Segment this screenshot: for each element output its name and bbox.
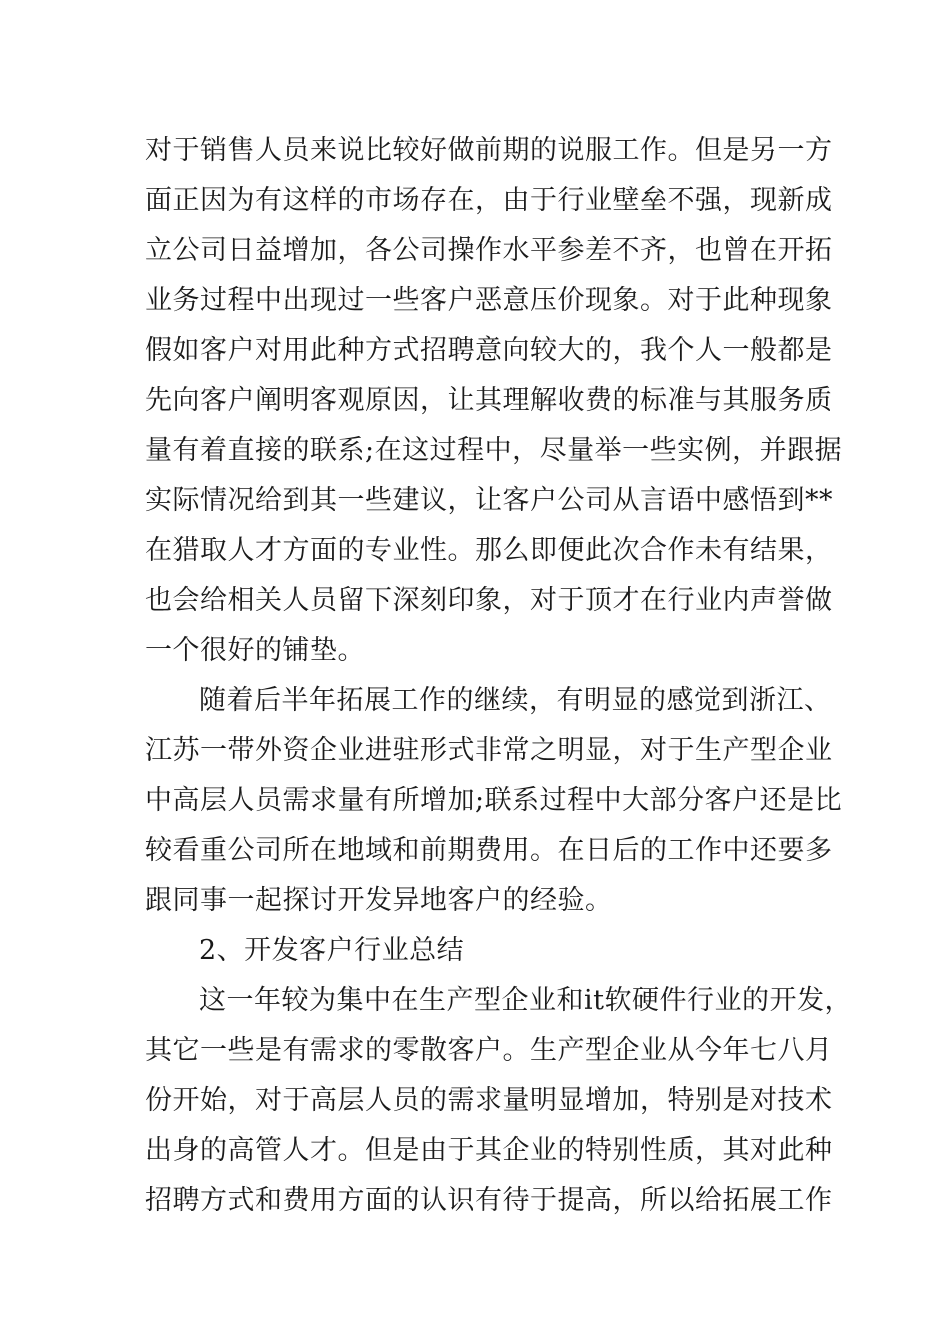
text-line: 先向客户阐明客观原因，让其理解收费的标准与其服务质 <box>145 385 833 416</box>
document-body <box>145 126 852 1226</box>
section-heading-text: 2、开发客户行业总结 <box>199 935 465 966</box>
text-line: 份开始，对于高层人员的需求量明显增加，特别是对技术 <box>145 1085 833 1116</box>
text-line: 招聘方式和费用方面的认识有待于提高，所以给拓展工作 <box>145 1185 833 1216</box>
text-line: 较看重公司所在地域和前期费用。在日后的工作中还要多 <box>145 835 833 866</box>
text-line: 量有着直接的联系;在这过程中，尽量举一些实例，并跟据 <box>145 435 843 466</box>
text-line: 江苏一带外资企业进驻形式非常之明显，对于生产型企业 <box>145 735 833 766</box>
text-line: 业务过程中出现过一些客户恶意压价现象。对于此种现象 <box>145 285 833 316</box>
text-line: 在猎取人才方面的专业性。那么即便此次合作未有结果， <box>145 535 833 566</box>
paragraph-1 <box>145 126 845 676</box>
text-line: 随着后半年拓展工作的继续，有明显的感觉到浙江、 <box>199 685 832 716</box>
text-line: 一个很好的铺垫。 <box>145 635 365 666</box>
text-line: 跟同事一起探讨开发异地客户的经验。 <box>145 885 613 916</box>
text-line: 中高层人员需求量有所增加;联系过程中大部分客户还是比 <box>145 785 843 816</box>
text-line: 立公司日益增加，各公司操作水平参差不齐，也曾在开拓 <box>145 235 833 266</box>
text-line: 这一年较为集中在生产型企业和it软硬件行业的开发， <box>199 985 852 1016</box>
text-line: 对于销售人员来说比较好做前期的说服工作。但是另一方 <box>145 135 833 166</box>
paragraph-2 <box>145 676 845 926</box>
text-line: 假如客户对用此种方式招聘意向较大的，我个人一般都是 <box>145 335 833 366</box>
text-line: 实际情况给到其一些建议，让客户公司从言语中感悟到** <box>145 485 833 516</box>
text-line: 其它一些是有需求的零散客户。生产型企业从今年七八月 <box>145 1035 833 1066</box>
text-line: 出身的高管人才。但是由于其企业的特别性质，其对此种 <box>145 1135 833 1166</box>
paragraph-3 <box>145 976 852 1226</box>
text-line: 也会给相关人员留下深刻印象，对于顶才在行业内声誉做 <box>145 585 833 616</box>
text-line: 面正因为有这样的市场存在，由于行业壁垒不强，现新成 <box>145 185 833 216</box>
section-heading <box>145 926 845 976</box>
